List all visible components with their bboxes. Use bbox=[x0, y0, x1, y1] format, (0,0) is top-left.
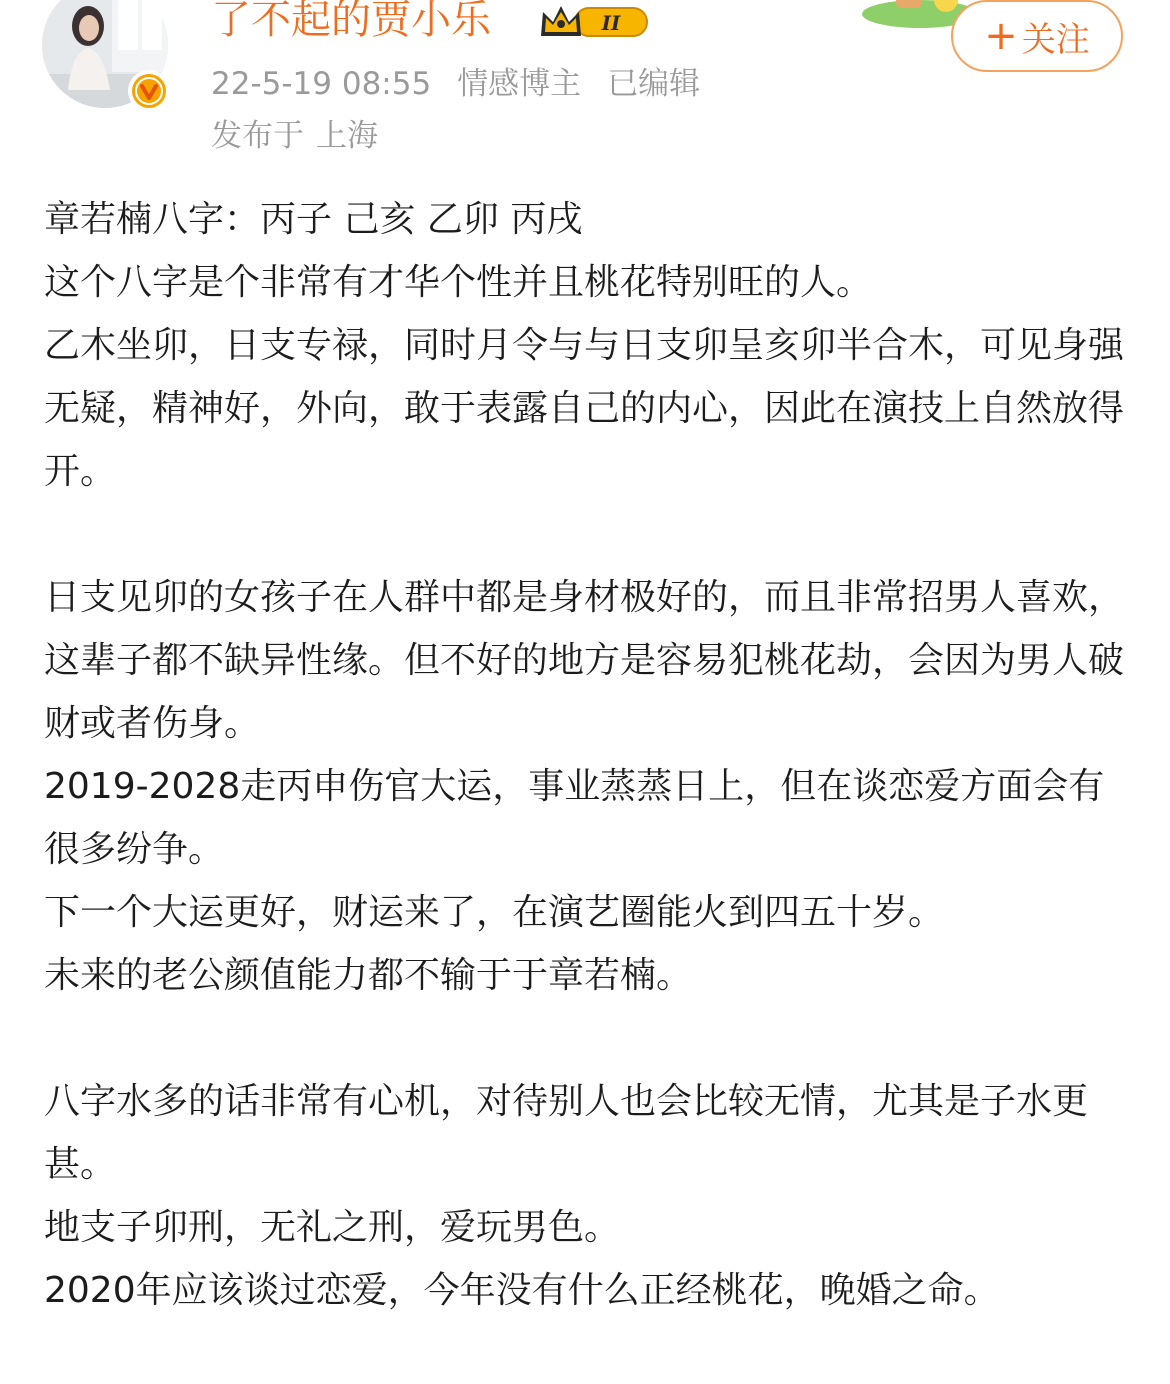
vip-level: II bbox=[601, 11, 621, 35]
paragraph-gap bbox=[44, 1007, 1134, 1070]
post-line: 日支见卯的女孩子在人群中都是身材极好的，而且非常招男人喜欢，这辈子都不缺异性缘。但不好的地方是容易犯桃花劫，会因为男人破财或者伤身。 bbox=[44, 577, 1125, 744]
post-line: 章若楠八字：丙子 己亥 乙卯 丙戌 bbox=[44, 199, 583, 240]
location-prefix: 发布于 bbox=[211, 118, 304, 154]
post-line: 乙木坐卯，日支专禄，同时月令与与日支卯呈亥卯半合木，可见身强无疑，精神好，外向，敢于表露自己的内心，因此在演技上自然放得开。 bbox=[44, 325, 1125, 492]
post-line: 地支子卯刑，无礼之刑，爱玩男色。 bbox=[44, 1207, 621, 1248]
post-line: 2020年应该谈过恋爱，今年没有什么正经桃花，晚婚之命。 bbox=[44, 1270, 1000, 1311]
post-line: 未来的老公颜值能力都不输于于章若楠。 bbox=[44, 955, 693, 996]
verified-v-icon bbox=[132, 74, 166, 108]
post-line: 下一个大运更好，财运来了，在演艺圈能火到四五十岁。 bbox=[44, 892, 945, 933]
post-meta bbox=[211, 62, 726, 106]
edited-label[interactable]: 已编辑 bbox=[607, 66, 701, 102]
location-name: 上海 bbox=[316, 118, 378, 154]
username[interactable]: 了不起的贾小乐 bbox=[211, 0, 491, 43]
follow-button[interactable] bbox=[951, 0, 1123, 72]
paragraph-gap bbox=[44, 503, 1134, 566]
post-line: 2019-2028走丙申伤官大运，事业蒸蒸日上，但在谈恋爱方面会有很多纷争。 bbox=[44, 766, 1105, 870]
verified-badge bbox=[128, 70, 170, 112]
post-location bbox=[211, 114, 378, 158]
post-header bbox=[0, 0, 1170, 170]
post-content bbox=[44, 188, 1134, 1322]
plus-icon: + bbox=[984, 13, 1018, 59]
post-time: 22-5-19 08:55 bbox=[211, 66, 432, 102]
vip-crown-icon[interactable] bbox=[537, 2, 651, 42]
post-line: 这个八字是个非常有才华个性并且桃花特别旺的人。 bbox=[44, 262, 873, 303]
follow-label: 关注 bbox=[1021, 19, 1090, 60]
post-line: 八字水多的话非常有心机，对待别人也会比较无情，尤其是子水更甚。 bbox=[44, 1081, 1089, 1185]
author-category: 情感博主 bbox=[457, 66, 582, 102]
